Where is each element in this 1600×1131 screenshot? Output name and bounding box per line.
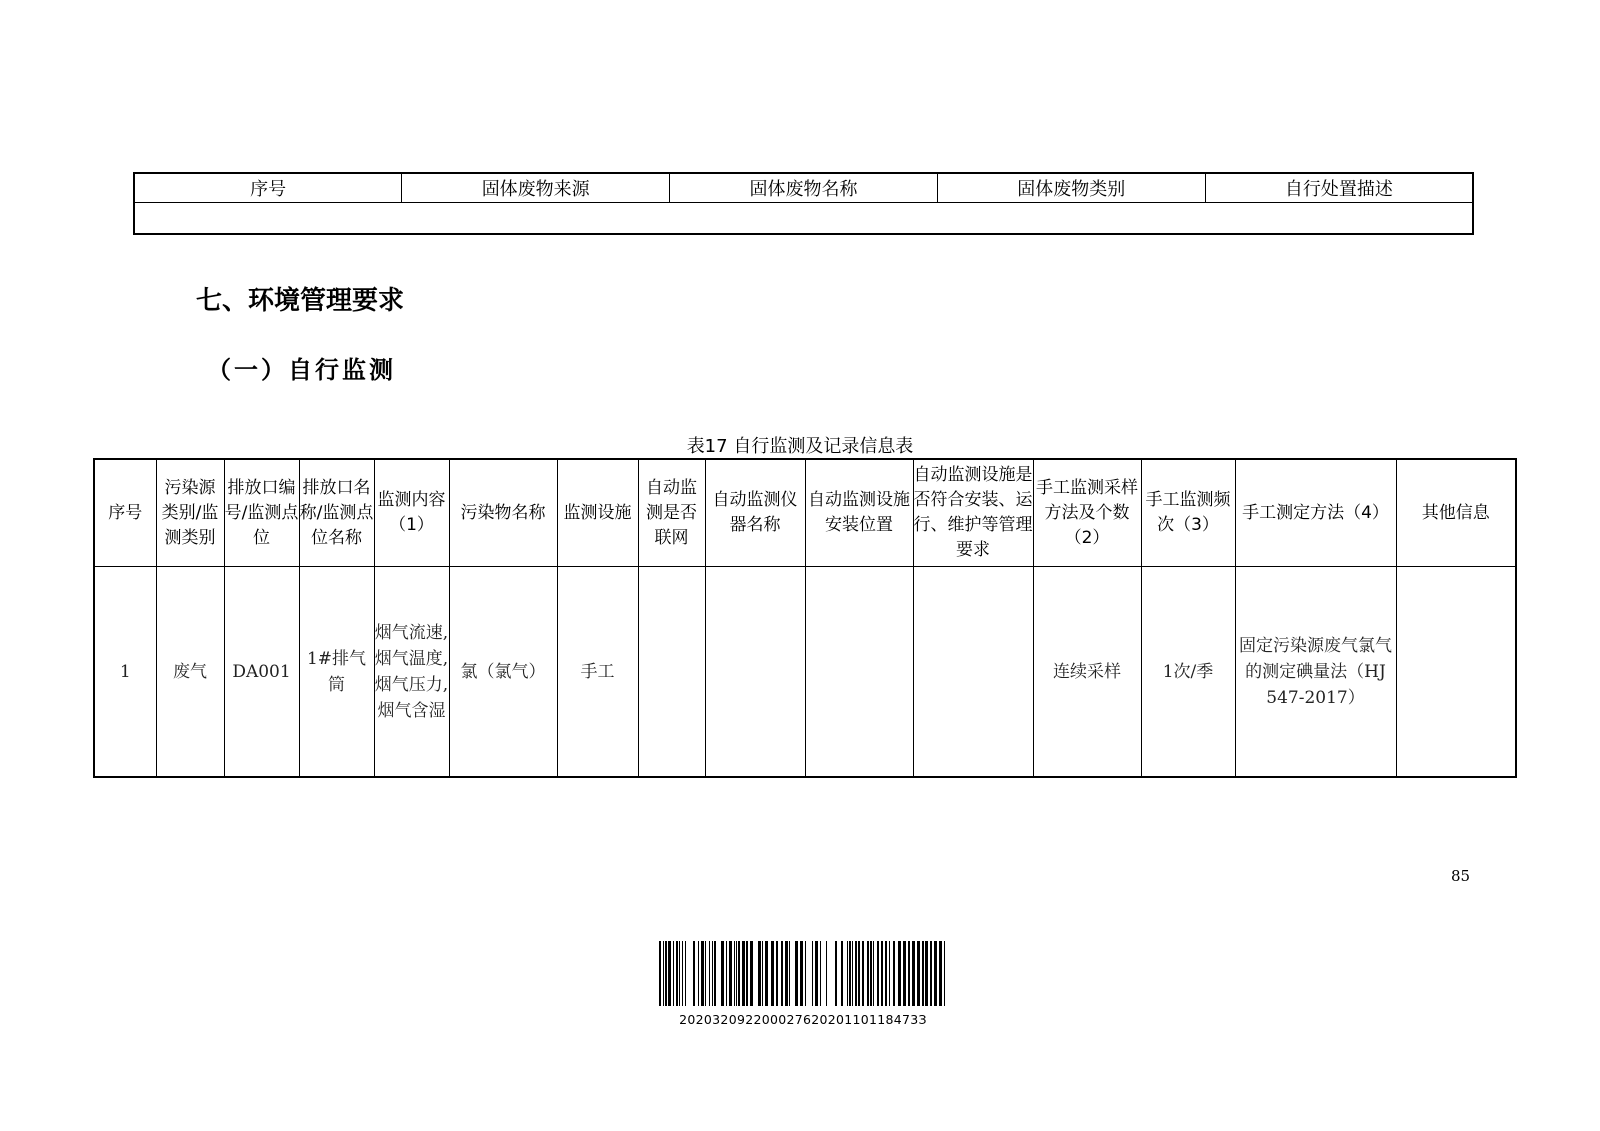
barcode-bar <box>873 941 874 1006</box>
barcode-bar <box>877 941 879 1006</box>
barcode-bar <box>881 941 883 1006</box>
barcode-bar <box>709 941 710 1006</box>
barcode-bar <box>781 941 783 1006</box>
barcode-bar <box>826 941 827 1006</box>
column-header: 监测内容（1） <box>374 459 449 567</box>
barcode-bar <box>668 941 671 1006</box>
table-cell <box>913 567 1033 778</box>
table-cell: 1#排气筒 <box>299 567 374 778</box>
column-header: 手工监测采样方法及个数（2） <box>1033 459 1141 567</box>
barcode-bar <box>762 941 763 1006</box>
subsection-heading: （一）自行监测 <box>207 356 396 384</box>
barcode-bar <box>867 941 869 1006</box>
barcode-bar <box>726 941 727 1006</box>
column-header: 序号 <box>94 459 156 567</box>
barcode-bar <box>898 941 901 1006</box>
empty-cell <box>134 203 1473 235</box>
table-cell: 手工 <box>557 567 638 778</box>
barcode-bar <box>758 941 761 1006</box>
barcode-bar <box>685 941 686 1006</box>
barcode-bar <box>925 941 928 1006</box>
barcode-bar <box>785 941 788 1006</box>
barcode-bar <box>889 941 890 1006</box>
table-header-row <box>94 459 1516 567</box>
barcode-bar <box>736 941 737 1006</box>
barcode-bar <box>771 941 774 1006</box>
barcode-bar <box>934 941 937 1006</box>
barcode-bar <box>835 941 837 1006</box>
page-number: 85 <box>1451 867 1471 885</box>
table-cell <box>705 567 805 778</box>
table-cell: DA001 <box>224 567 299 778</box>
table-cell: 固定污染源废气氯气的测定碘量法（HJ 547-2017） <box>1235 567 1396 778</box>
barcode-bar <box>812 941 813 1006</box>
barcode-bar <box>800 941 803 1006</box>
barcode-bar <box>815 941 818 1006</box>
column-header: 手工测定方法（4） <box>1235 459 1396 567</box>
table-row <box>94 567 1516 778</box>
barcode-number: 20203209220002762020110118473З <box>679 1012 927 1027</box>
barcode-bar <box>682 941 683 1006</box>
barcode-bar <box>917 941 920 1006</box>
barcode-bar <box>776 941 778 1006</box>
barcode-bar <box>944 941 945 1006</box>
barcode-bar <box>729 941 732 1006</box>
barcode-bar <box>908 941 910 1006</box>
column-header: 自动监测是否联网 <box>638 459 705 567</box>
barcode-bar <box>721 941 724 1006</box>
barcode-bar <box>885 941 887 1006</box>
column-header: 手工监测频次（3） <box>1141 459 1235 567</box>
barcode-bar <box>693 941 695 1006</box>
barcode-bar <box>789 941 790 1006</box>
barcode-bar <box>676 941 678 1006</box>
table-cell <box>1396 567 1516 778</box>
barcode-bar <box>858 941 860 1006</box>
barcode-bar <box>841 941 843 1006</box>
barcode-bar <box>705 941 706 1006</box>
column-header: 自行处置描述 <box>1205 173 1473 203</box>
barcode-bar <box>820 941 821 1006</box>
solid-waste-table <box>133 172 1474 235</box>
barcode-bar <box>852 941 853 1006</box>
barcode-bar <box>912 941 915 1006</box>
barcode-bar <box>659 941 661 1006</box>
table-cell <box>805 567 913 778</box>
barcode <box>659 941 947 1006</box>
barcode-bar <box>679 941 680 1006</box>
column-header: 自动监测仪器名称 <box>705 459 805 567</box>
barcode-bar <box>738 941 740 1006</box>
table-cell: 1次/季 <box>1141 567 1235 778</box>
barcode-bar <box>893 941 895 1006</box>
section-heading: 七、环境管理要求 <box>196 286 405 316</box>
barcode-bar <box>665 941 667 1006</box>
barcode-bar <box>903 941 906 1006</box>
barcode-bar <box>701 941 704 1006</box>
barcode-bar <box>862 941 864 1006</box>
barcode-bar <box>746 941 748 1006</box>
column-header: 固体废物名称 <box>670 173 938 203</box>
column-header: 固体废物类别 <box>937 173 1205 203</box>
barcode-bar <box>855 941 857 1006</box>
column-header: 自动监测设施安装位置 <box>805 459 913 567</box>
barcode-bar <box>698 941 699 1006</box>
barcode-bar <box>849 941 851 1006</box>
column-header: 自动监测设施是否符合安装、运行、维护等管理要求 <box>913 459 1033 567</box>
table-cell: 氯（氯气） <box>449 567 557 778</box>
barcode-bar <box>805 941 806 1006</box>
column-header: 其他信息 <box>1396 459 1516 567</box>
self-monitoring-table <box>93 458 1517 778</box>
barcode-bar <box>663 941 664 1006</box>
column-header: 固体废物来源 <box>402 173 670 203</box>
table-header-row <box>134 173 1473 203</box>
barcode-bar <box>742 941 745 1006</box>
column-header: 监测设施 <box>557 459 638 567</box>
barcode-bar <box>734 941 735 1006</box>
table-cell <box>638 567 705 778</box>
column-header: 排放口编号/监测点位 <box>224 459 299 567</box>
column-header: 污染物名称 <box>449 459 557 567</box>
column-header: 污染源类别/监测类别 <box>156 459 224 567</box>
column-header: 序号 <box>134 173 402 203</box>
barcode-bar <box>712 941 713 1006</box>
table-cell: 连续采样 <box>1033 567 1141 778</box>
table-cell: 1 <box>94 567 156 778</box>
barcode-bar <box>750 941 753 1006</box>
table-row <box>134 203 1473 235</box>
barcode-bar <box>922 941 924 1006</box>
table-cell: 废气 <box>156 567 224 778</box>
column-header: 排放口名称/监测点位名称 <box>299 459 374 567</box>
barcode-bar <box>870 941 872 1006</box>
barcode-bar <box>939 941 942 1006</box>
barcode-bar <box>930 941 932 1006</box>
barcode-bar <box>714 941 716 1006</box>
barcode-bar <box>765 941 768 1006</box>
barcode-bar <box>795 941 798 1006</box>
barcode-bar <box>673 941 674 1006</box>
barcode-bar <box>847 941 848 1006</box>
table-caption: 表17 自行监测及记录信息表 <box>686 436 914 457</box>
table-cell: 烟气流速,烟气温度,烟气压力,烟气含湿 <box>374 567 449 778</box>
